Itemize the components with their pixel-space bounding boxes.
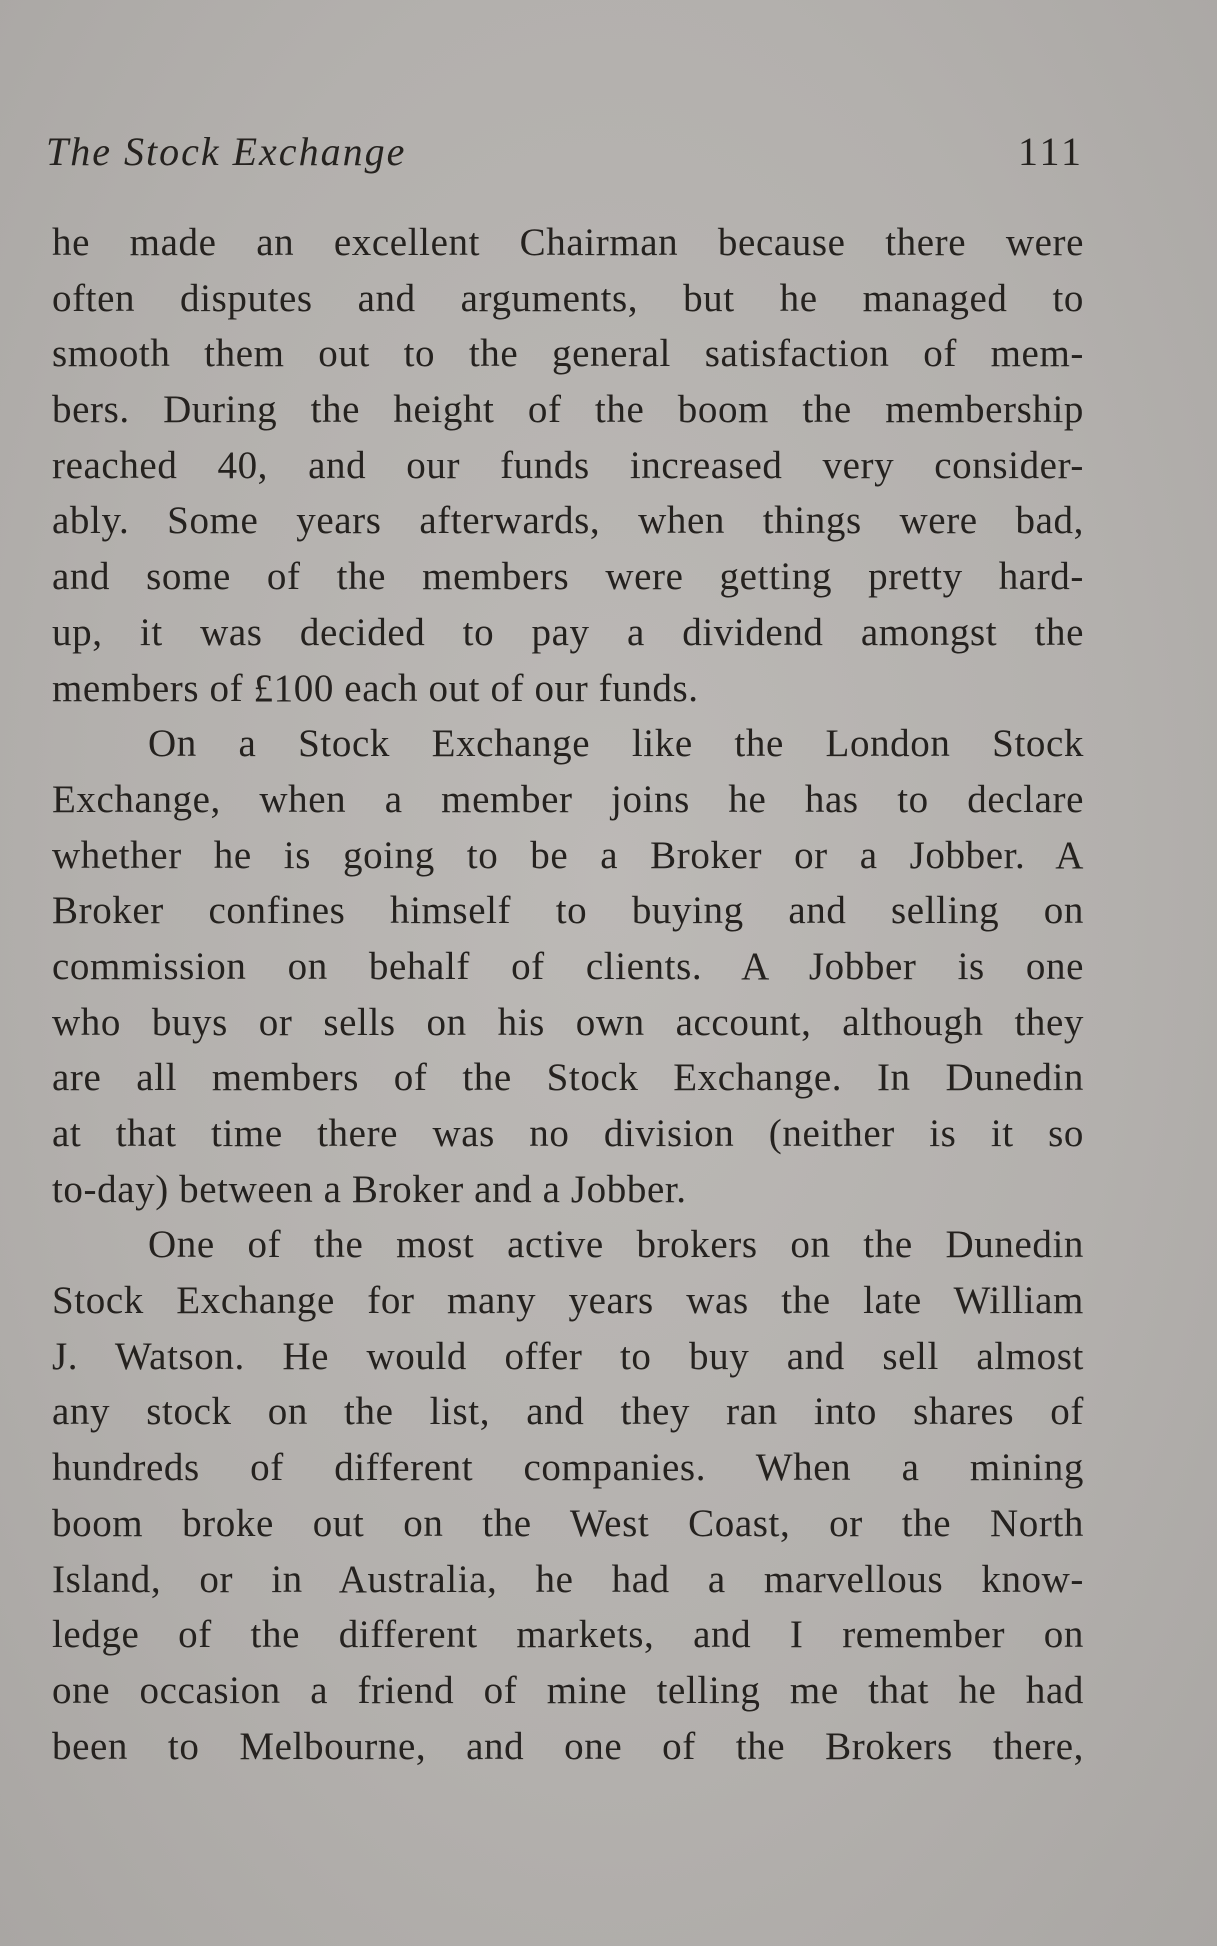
text-line: smooth them out to the general satisfaction of mem- (52, 332, 1084, 376)
page-number: 111 (1017, 129, 1084, 174)
text-line: to-day) between a Broker and a Jobber. (52, 1167, 687, 1211)
text-line: at that time there was no division (neither is it so (52, 1112, 1084, 1155)
text-line: and some of the members were getting pretty hard- (52, 555, 1084, 599)
text-line: On a Stock Exchange like the London Stock (148, 722, 1084, 766)
text-line: are all members of the Stock Exchange. In Dunedin (52, 1056, 1084, 1100)
text-line: who buys or sells on his own account, although they (52, 1000, 1084, 1044)
text-line: Island, or in Australia, he had a marvellous know- (52, 1557, 1084, 1601)
text-line: hundreds of different companies. When a mining (52, 1446, 1084, 1490)
text-line: whether he is going to be a Broker or a Jobber. A (52, 833, 1084, 877)
text-line: bers. During the height of the boom the membership (52, 388, 1084, 432)
text-line: he made an excellent Chairman because there were (52, 221, 1084, 264)
text-line: boom broke out on the West Coast, or the North (52, 1501, 1084, 1545)
text-line: any stock on the list, and they ran into shares of (52, 1390, 1084, 1434)
text-line: One of the most active brokers on the Dunedin (148, 1223, 1084, 1267)
text-line: Stock Exchange for many years was the late William (52, 1279, 1084, 1323)
body-text (52, 215, 1084, 1774)
text-line: ably. Some years afterwards, when things were bad, (52, 499, 1084, 543)
text-line: Broker confines himself to buying and selling on (52, 889, 1084, 933)
running-head (46, 122, 1084, 182)
text-line: Exchange, when a member joins he has to declare (52, 777, 1084, 821)
text-line: ledge of the different markets, and I remember on (52, 1613, 1084, 1657)
text-line: up, it was decided to pay a dividend amongst the (52, 610, 1084, 654)
text-line: one occasion a friend of mine telling me that he had (52, 1668, 1084, 1712)
text-line: reached 40, and our funds increased very consider- (52, 443, 1084, 487)
text-line: been to Melbourne, and one of the Brokers there, (52, 1724, 1084, 1768)
text-line: members of £100 each out of our funds. (52, 666, 699, 710)
text-line: J. Watson. He would offer to buy and sell almost (52, 1334, 1084, 1378)
text-line: commission on behalf of clients. A Jobber is one (52, 944, 1084, 988)
text-line: often disputes and arguments, but he managed to (52, 276, 1084, 320)
running-title: The Stock Exchange (46, 129, 407, 174)
